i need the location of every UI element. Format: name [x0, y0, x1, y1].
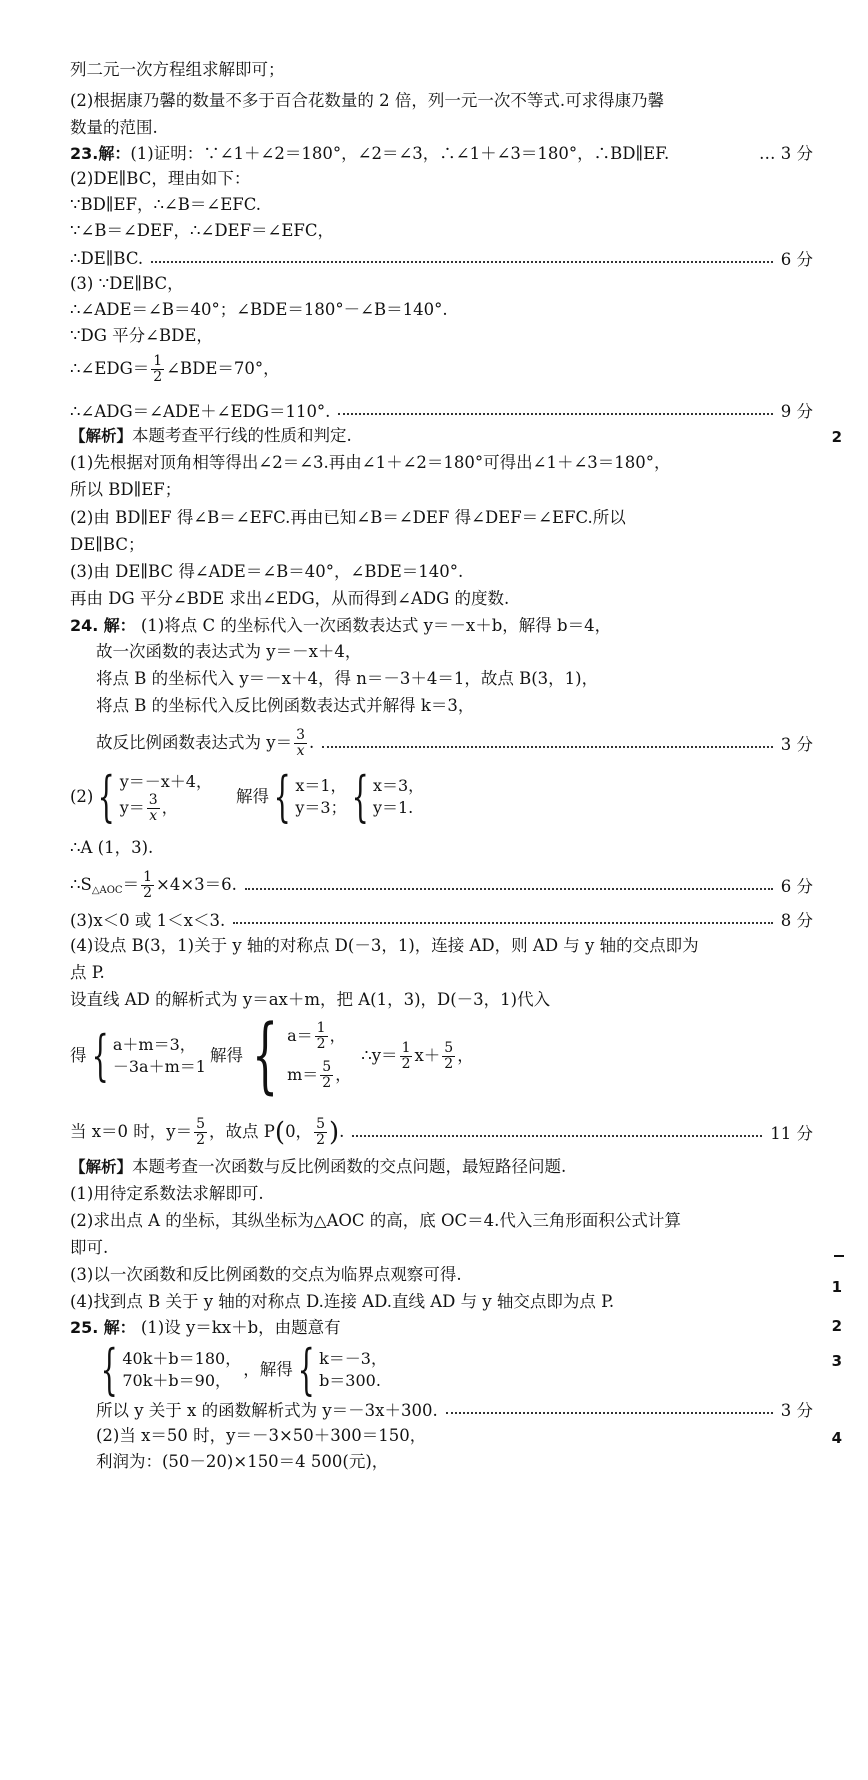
text-line: (1)设 y＝kx＋b，由题意有 [140, 1318, 341, 1337]
numerator: 1 [153, 353, 163, 369]
text-line: (3) ∵DE∥BC， [70, 274, 184, 293]
system-rows [287, 1021, 351, 1091]
formula-text: ，故点 P [209, 1121, 275, 1141]
fraction [320, 1060, 333, 1091]
text-line: (2)当 x＝50 时，y＝－3×50＋300＝150， [96, 1426, 427, 1445]
score: 11 分 [770, 1124, 813, 1143]
fraction [294, 728, 307, 759]
formula-text: x＋ [414, 1045, 441, 1065]
formula-text: 当 x＝0 时，y＝ [70, 1121, 193, 1141]
q23-part1 [70, 142, 813, 166]
equation: m＝ $\frac{5}{2}$ ， [287, 1059, 352, 1091]
denominator: x [149, 807, 158, 824]
formula-text: ∴∠EDG＝ [70, 359, 150, 378]
equation: y＝1. [372, 798, 414, 817]
part-label: (2) [70, 786, 94, 806]
denominator: x [296, 742, 305, 759]
equation: y＝3； [295, 798, 347, 817]
margin-number: 1 [831, 1278, 842, 1296]
system-rows [120, 771, 212, 824]
text-line: 再由 DG 平分∠BDE 求出∠EDG，从而得到∠ADG 的度数. [70, 589, 510, 608]
text-line: (4)找到点 B 关于 y 轴的对称点 D.连接 AD.直线 AD 与 y 轴交点即为点 P. [70, 1292, 615, 1311]
formula-text: ∠BDE＝70°， [166, 359, 280, 378]
text-line: (2)由 BD∥EF 得∠B＝∠EFC.再由已知∠B＝∠DEF 得∠DEF＝∠EFC.所以 [70, 508, 626, 527]
system-rows [295, 775, 346, 819]
formula-text: a＝ [287, 1026, 313, 1045]
margin-dash [834, 1255, 844, 1257]
denominator: 2 [401, 1055, 411, 1072]
formula-text: ×4×3＝6. [156, 874, 237, 894]
text-line: DE∥BC； [70, 535, 145, 554]
leader-dots [322, 746, 773, 748]
equation: 40k＋b＝180， [122, 1349, 242, 1368]
text-line: 所以 y 关于 x 的函数解析式为 y＝－3x＋300. [96, 1401, 438, 1420]
text-line: (1)先根据对顶角相等得出∠2＝∠3.再由∠1＋∠2＝180°可得出∠1＋∠3＝180°， [70, 453, 671, 472]
numerator: 5 [316, 1115, 325, 1132]
score: 3 分 [780, 735, 813, 754]
formula-text: 故反比例函数表达式为 y＝ [96, 732, 293, 752]
formula-text: 得 [70, 1045, 87, 1065]
fraction [442, 1041, 455, 1072]
score: 6 分 [780, 250, 813, 269]
margin-number: 4 [831, 1429, 842, 1447]
equation: 70k＋b＝90， [122, 1371, 232, 1390]
leader-dots [151, 261, 773, 263]
formula-text: . [339, 1121, 345, 1141]
text-line: ∴∠ADE＝∠B＝40°；∠BDE＝180°－∠B＝140°. [70, 300, 448, 319]
text-line: 设直线 AD 的解析式为 y＝ax＋m，把 A(1，3)，D(－3，1)代入 [70, 990, 551, 1009]
equation: y＝－x＋4， [119, 771, 212, 791]
equation: －3a＋m＝1 [112, 1057, 206, 1076]
q25-part1 [70, 1316, 341, 1340]
denominator: 2 [322, 1075, 332, 1091]
text-line: (2)根据康乃馨的数量不多于百合花数量的 2 倍，列一元一次不等式.可求得康乃馨 [70, 91, 665, 110]
numerator: 5 [444, 1039, 454, 1056]
text-line: 所以 BD∥EF； [70, 480, 182, 499]
formula-text: ，解得 [243, 1359, 293, 1379]
solution-label: 解： [103, 616, 136, 635]
text-line: (1)用待定系数法求解即可. [70, 1184, 264, 1203]
numerator: 1 [143, 868, 152, 885]
text-line: ∵∠B＝∠DEF，∴∠DEF＝∠EFC， [70, 221, 334, 240]
leader-dots [245, 888, 773, 890]
numerator: 5 [196, 1115, 206, 1132]
text-line: ∴∠ADG＝∠ADE＋∠EDG＝110°. [70, 402, 331, 421]
text-line: (1)证明：∵∠1＋∠2＝180°，∠2＝∠3，∴∠1＋∠3＝180°，∴BD∥EF. [130, 144, 670, 163]
equation: k＝－3， [319, 1349, 387, 1368]
text-line: (4)设点 B(3，1)关于 y 轴的对称点 D(－3，1)，连接 AD，则 AD 与 y 轴的交点即为 [70, 936, 699, 955]
brace: { [97, 765, 116, 828]
formula-text: ∴y＝ [361, 1045, 398, 1065]
equation: a＋m＝3， [112, 1035, 196, 1054]
fraction [147, 793, 160, 824]
brace: { [251, 1008, 279, 1103]
score-line [70, 870, 813, 900]
text-line: (3)x＜0 或 1＜x＜3. [70, 911, 226, 930]
formula-line [70, 354, 280, 385]
denominator: 2 [316, 1131, 325, 1148]
formula-text: ∴S [70, 874, 92, 894]
score: … 3 分 [759, 144, 813, 163]
question-number: 23. [70, 144, 99, 163]
fraction [194, 1117, 207, 1148]
result-formula: ∴y＝ $\frac{1}{2}$ x＋ $\frac{5}{2}$ ， [361, 1039, 474, 1072]
text-line: 故一次函数的表达式为 y＝－x＋4， [96, 642, 362, 661]
brace: { [100, 1338, 118, 1401]
denominator: 2 [143, 884, 152, 901]
system-rows [319, 1348, 387, 1392]
fraction [151, 354, 164, 385]
text-line: (1)将点 C 的坐标代入一次函数表达式 y＝－x＋b，解得 b＝4， [140, 616, 612, 635]
text-line: (3)以一次函数和反比例函数的交点为临界点观察可得. [70, 1265, 462, 1284]
score-line [70, 907, 813, 931]
text-line: 即可. [70, 1238, 109, 1257]
numerator: 1 [401, 1039, 411, 1056]
fraction [141, 870, 154, 901]
leader-dots [233, 922, 773, 924]
score: 8 分 [780, 911, 813, 930]
score-line [96, 1397, 813, 1421]
equation-system [70, 1008, 474, 1103]
analysis-line [70, 1155, 566, 1179]
brace: { [273, 765, 291, 828]
question-number: 24. [70, 616, 99, 635]
denominator: 2 [316, 1036, 326, 1052]
leader-dots [338, 413, 772, 415]
system-rows [122, 1348, 241, 1392]
equation: x＝1， [295, 776, 347, 795]
equation: b＝300. [319, 1371, 381, 1390]
fraction [314, 1117, 327, 1148]
leader-dots [446, 1412, 773, 1414]
equation: x＝3， [372, 776, 425, 795]
margin-number: 2 [831, 428, 842, 446]
formula-line: 当 x＝0 时，y＝ $\frac{5}{2}$ ，故点 P(0， $\frac{5}{2}$ ). [70, 1115, 345, 1148]
margin-number: 3 [831, 1352, 842, 1370]
margin-number: 2 [831, 1317, 842, 1335]
formula-text: 解得 [235, 786, 269, 806]
denominator: 2 [444, 1055, 454, 1072]
text-line: 本题考查一次函数与反比例函数的交点问题，最短路径问题. [132, 1157, 567, 1176]
text-line: ∴A (1，3). [70, 838, 154, 857]
text-line: 本题考查平行线的性质和判定. [132, 426, 352, 445]
score-line [96, 728, 813, 758]
text-line: 将点 B 的坐标代入反比例函数表达式并解得 k＝3， [96, 696, 475, 715]
analysis-label: 【解析】 [70, 1158, 133, 1176]
text-line: 列二元一次方程组求解即可； [70, 60, 285, 79]
formula-text: m＝ [287, 1065, 319, 1084]
score-line [70, 398, 813, 422]
numerator: 3 [148, 791, 158, 808]
brace: { [297, 1338, 315, 1401]
brace: { [351, 765, 369, 828]
denominator: 2 [196, 1131, 206, 1148]
question-number: 25. [70, 1318, 99, 1337]
analysis-line [70, 424, 352, 448]
text-line: (3)由 DE∥BC 得∠ADE＝∠B＝40°，∠BDE＝140°. [70, 562, 464, 581]
analysis-label: 【解析】 [70, 427, 133, 445]
subscript: △AOC [91, 884, 123, 896]
formula-text: y＝ [119, 797, 145, 817]
fraction [315, 1021, 328, 1052]
text-line: ∴DE∥BC. [70, 248, 144, 268]
numerator: 1 [316, 1020, 326, 1036]
text-line: 利润为：(50－20)×150＝4 500(元)， [96, 1452, 389, 1471]
solution-label: 解： [103, 1318, 136, 1337]
text-line: ∵DG 平分∠BDE， [70, 326, 213, 345]
score: 9 分 [780, 402, 813, 421]
equation-system [70, 765, 425, 828]
q24-part1 [70, 614, 611, 638]
text-line: (2)求出点 A 的坐标，其纵坐标为△AOC 的高，底 OC＝4.代入三角形面积公式计算 [70, 1211, 681, 1230]
formula-text: ＝ [122, 874, 140, 894]
leader-dots [352, 1135, 762, 1137]
numerator: 3 [296, 726, 305, 743]
score: 6 分 [780, 877, 813, 896]
denominator: 2 [153, 369, 163, 385]
fraction [400, 1041, 413, 1072]
text-line: 点 P. [70, 963, 105, 982]
score: 3 分 [780, 1401, 813, 1420]
formula-text: 解得 [209, 1045, 243, 1065]
formula-line: 故反比例函数表达式为 y＝ $\frac{3}{x}$ . [96, 726, 315, 759]
formula-line [70, 870, 237, 901]
system-rows [113, 1034, 206, 1078]
solution-label: 解： [98, 144, 131, 163]
equation-system [96, 1338, 387, 1401]
text-line: ∵BD∥EF，∴∠B＝∠EFC. [70, 195, 262, 214]
system-rows [373, 775, 424, 819]
brace: { [91, 1024, 109, 1087]
text-line: (2)DE∥BC，理由如下： [70, 169, 251, 188]
formula-text: 0， [285, 1121, 313, 1141]
text-line: 数量的范围. [70, 118, 158, 137]
equation: y＝ $\frac{3}{x}$ ， [119, 791, 178, 824]
numerator: 5 [322, 1059, 332, 1075]
score-line [70, 246, 813, 270]
equation: a＝ $\frac{1}{2}$ ， [287, 1020, 346, 1052]
score-line [70, 1116, 813, 1148]
text-line: 将点 B 的坐标代入 y＝－x＋4，得 n＝－3＋4＝1，故点 B(3，1)， [96, 669, 599, 688]
